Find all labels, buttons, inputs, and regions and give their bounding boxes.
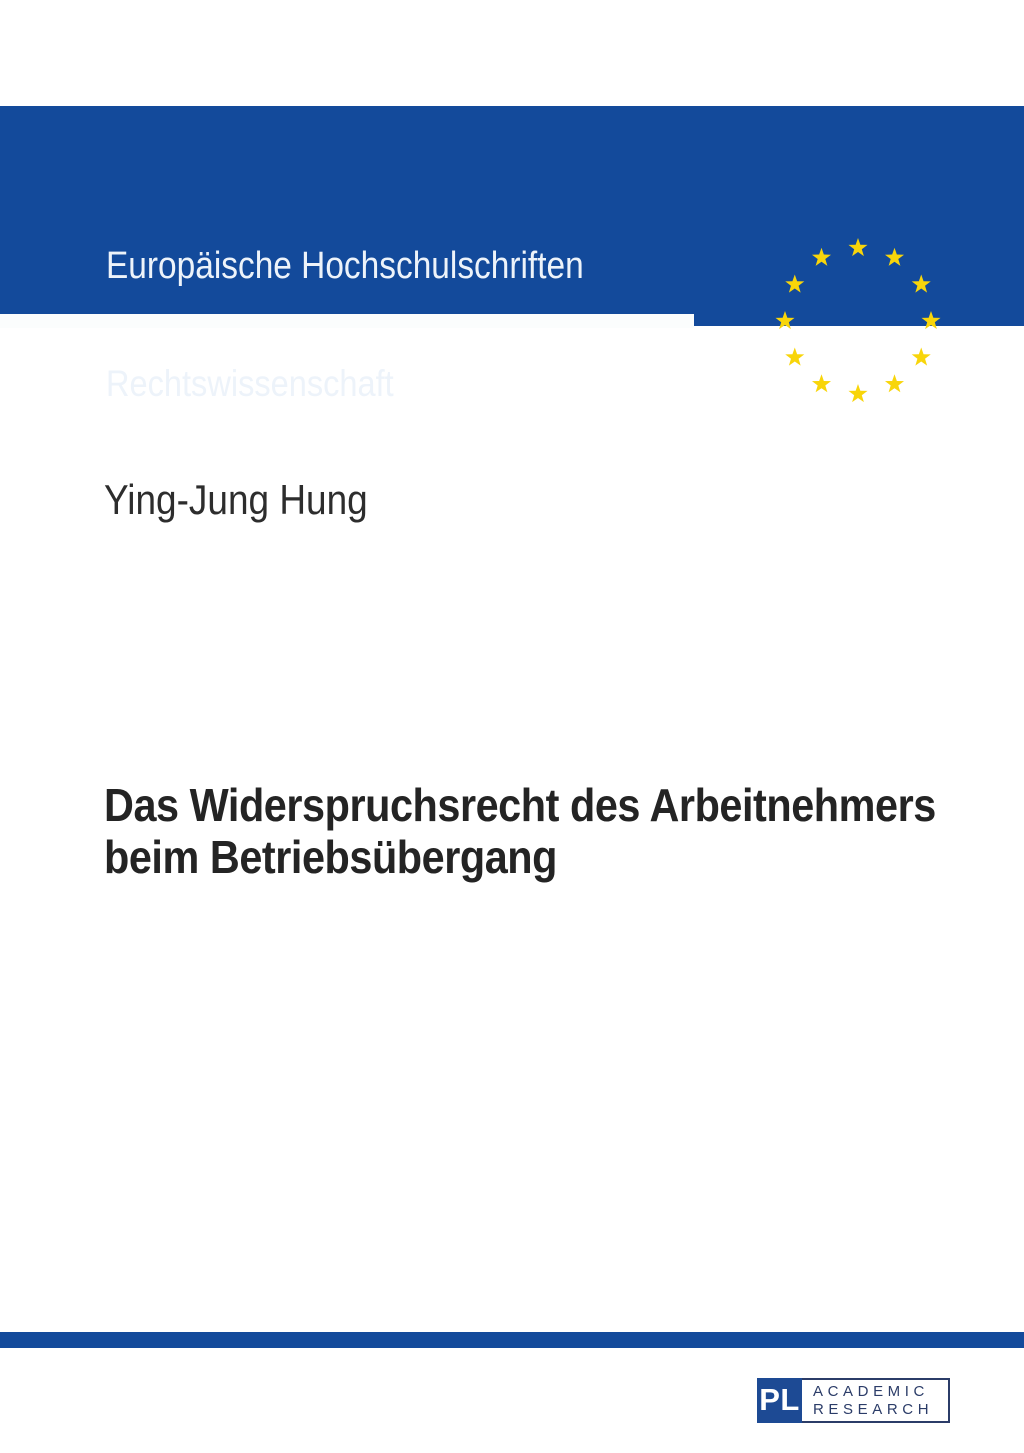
series-title: Europäische Hochschulschriften (106, 245, 584, 287)
author-name: Ying-Jung Hung (104, 476, 368, 523)
book-title-line2: beim Betriebsübergang (104, 831, 557, 883)
publisher-imprint-line1: ACADEMIC (813, 1382, 929, 1400)
series-subject: Rechtswissenschaft (106, 363, 394, 404)
series-header-band (0, 106, 1024, 404)
publisher-imprint-line2: RESEARCH (813, 1400, 934, 1418)
publisher-monogram: PL (757, 1378, 802, 1423)
book-title-line1: Das Widerspruchsrecht des Arbeitnehmers (104, 779, 936, 831)
publisher-imprint-box (802, 1378, 950, 1423)
header-divider-stripe (0, 314, 694, 328)
book-title (104, 779, 936, 883)
eu-stars-icon (773, 236, 943, 406)
footer-bar (0, 1332, 1024, 1348)
publisher-logo (757, 1378, 950, 1423)
